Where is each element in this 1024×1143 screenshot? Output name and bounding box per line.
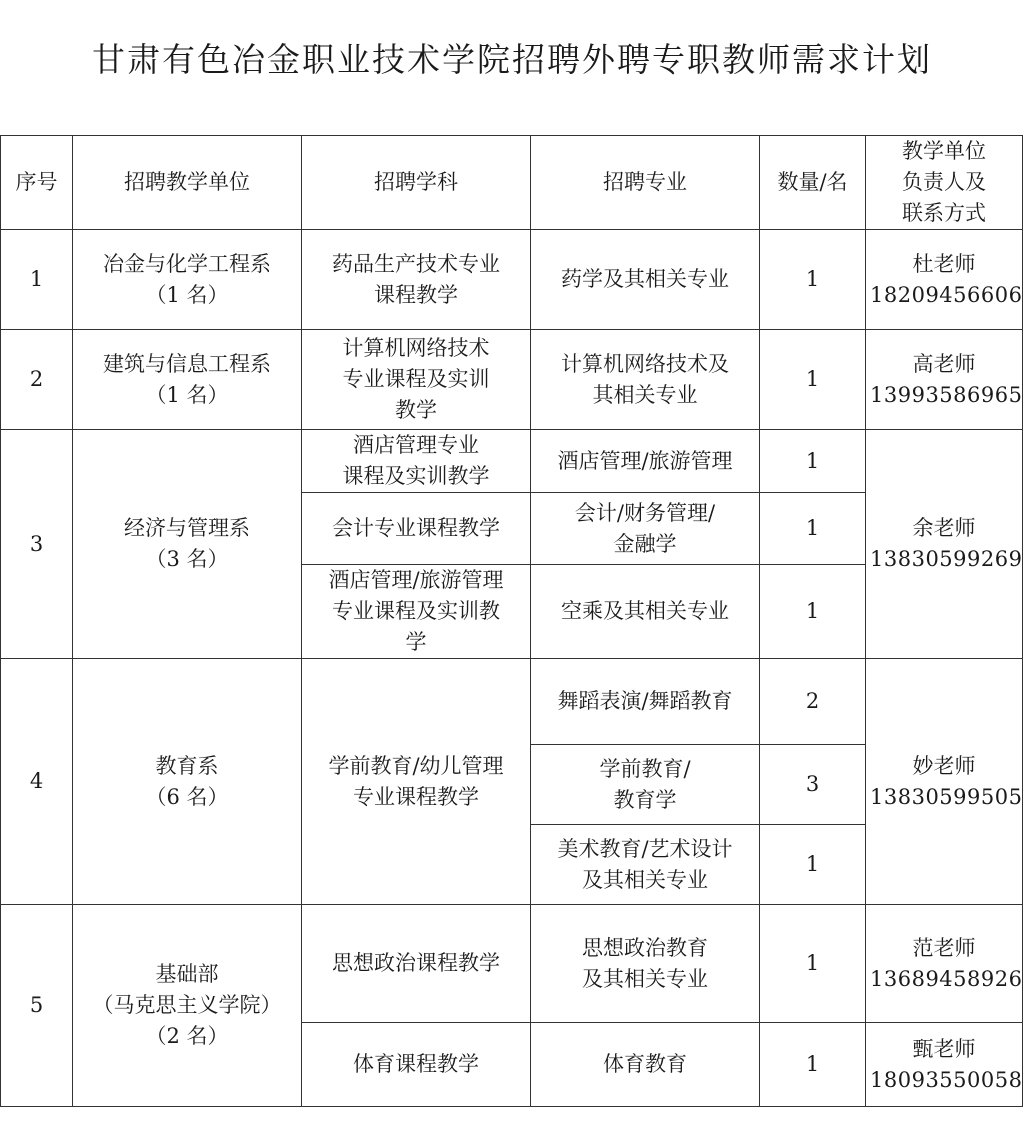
major-line: 及其相关专业 [582,867,708,892]
unit-subname: （马克思主义学院） [92,993,282,1017]
page-title: 甘肃有色冶金职业技术学院招聘外聘专职教师需求计划 [92,40,932,79]
unit-name: 基础部 [155,962,219,986]
contact-phone: 13830599269 [870,547,1023,571]
unit-quota: （1 名） [145,382,229,407]
count-cell: 3 [760,745,866,825]
contact-phone: 18093550058 [870,1067,1023,1092]
contact-name: 范老师 [912,935,976,960]
subject-line: 专业课程及实训教 [332,599,500,623]
contact-cell [866,230,1023,330]
subject-line: 酒店管理/旅游管理 [328,568,504,592]
table-row [1,905,1023,1023]
major-line: 思想政治教育 [582,935,708,960]
major-cell: 酒店管理/旅游管理 [531,430,760,493]
contact-name: 杜老师 [912,251,976,276]
major-cell [531,330,760,430]
unit-quota: （3 名） [145,547,229,571]
count-cell: 1 [760,430,866,493]
contact-name: 余老师 [912,516,976,540]
subject-cell: 体育课程教学 [302,1023,531,1107]
major-cell [531,745,760,825]
unit-name: 经济与管理系 [124,516,250,540]
header-contact-line2: 负责人及 [902,170,986,194]
unit-quota: （1 名） [145,282,229,307]
header-subject: 招聘学科 [302,136,531,230]
subject-cell: 思想政治课程教学 [302,905,531,1023]
unit-cell [73,330,302,430]
contact-phone: 18209456606 [870,282,1023,307]
subject-line: 计算机网络技术 [342,336,490,360]
subject-line: 学 [405,630,427,654]
count-cell: 1 [760,565,866,659]
count-cell: 1 [760,230,866,330]
unit-cell [73,659,302,905]
subject-line: 学前教育/幼儿管理 [328,753,504,778]
table-row [1,230,1023,330]
seq-cell: 4 [1,659,73,905]
header-contact-line1: 教学单位 [902,139,986,163]
major-cell [531,825,760,905]
contact-phone: 13830599505 [870,784,1023,809]
major-line: 美术教育/艺术设计 [557,836,733,861]
unit-name: 冶金与化学工程系 [103,251,271,276]
major-line: 及其相关专业 [582,966,708,991]
subject-cell [302,659,531,905]
subject-cell [302,430,531,493]
major-line: 计算机网络技术及 [561,351,729,376]
contact-cell [866,905,1023,1023]
major-cell: 药学及其相关专业 [531,230,760,330]
count-cell: 1 [760,905,866,1023]
unit-quota: （2 名） [145,1024,229,1048]
seq-cell: 1 [1,230,73,330]
subject-line: 酒店管理专业 [353,433,479,457]
count-cell: 1 [760,330,866,430]
header-contact [866,136,1023,230]
contact-cell [866,1023,1023,1107]
major-line: 教育学 [613,787,677,812]
subject-cell: 会计专业课程教学 [302,493,531,565]
subject-line: 课程及实训教学 [342,464,490,488]
contact-cell [866,430,1023,659]
unit-cell [73,430,302,659]
header-unit: 招聘教学单位 [73,136,302,230]
subject-line: 课程教学 [374,282,458,307]
count-cell: 2 [760,659,866,745]
subject-line: 专业课程及实训 [342,367,490,391]
contact-cell [866,330,1023,430]
seq-cell: 2 [1,330,73,430]
subject-line: 专业课程教学 [353,784,479,809]
count-cell: 1 [760,493,866,565]
subject-cell [302,230,531,330]
major-cell [531,905,760,1023]
unit-cell [73,230,302,330]
table-row [1,430,1023,493]
subject-cell [302,565,531,659]
major-line: 学前教育/ [599,756,691,781]
contact-cell [866,659,1023,905]
unit-cell [73,905,302,1107]
subject-line: 教学 [395,398,437,422]
table-header-row [1,136,1023,230]
unit-name: 建筑与信息工程系 [103,351,271,376]
table-row [1,659,1023,745]
header-contact-line3: 联系方式 [902,201,986,225]
contact-name: 妙老师 [912,753,976,778]
contact-name: 高老师 [912,351,976,376]
major-cell: 体育教育 [531,1023,760,1107]
unit-name: 教育系 [155,753,219,778]
header-seq: 序号 [1,136,73,230]
major-cell: 舞蹈表演/舞蹈教育 [531,659,760,745]
count-cell: 1 [760,825,866,905]
seq-cell: 3 [1,430,73,659]
subject-cell [302,330,531,430]
major-cell: 空乘及其相关专业 [531,565,760,659]
header-count: 数量/名 [760,136,866,230]
major-line: 其相关专业 [592,382,698,407]
major-line: 金融学 [613,531,677,556]
contact-phone: 13689458926 [870,966,1023,991]
header-major: 招聘专业 [531,136,760,230]
recruitment-table [0,135,1023,1107]
count-cell: 1 [760,1023,866,1107]
seq-cell: 5 [1,905,73,1107]
table-row [1,330,1023,430]
major-line: 会计/财务管理/ [574,500,716,525]
unit-quota: （6 名） [145,784,229,809]
contact-phone: 13993586965 [870,382,1023,407]
major-cell [531,493,760,565]
subject-line: 药品生产技术专业 [332,251,500,276]
contact-name: 甄老师 [912,1036,976,1061]
